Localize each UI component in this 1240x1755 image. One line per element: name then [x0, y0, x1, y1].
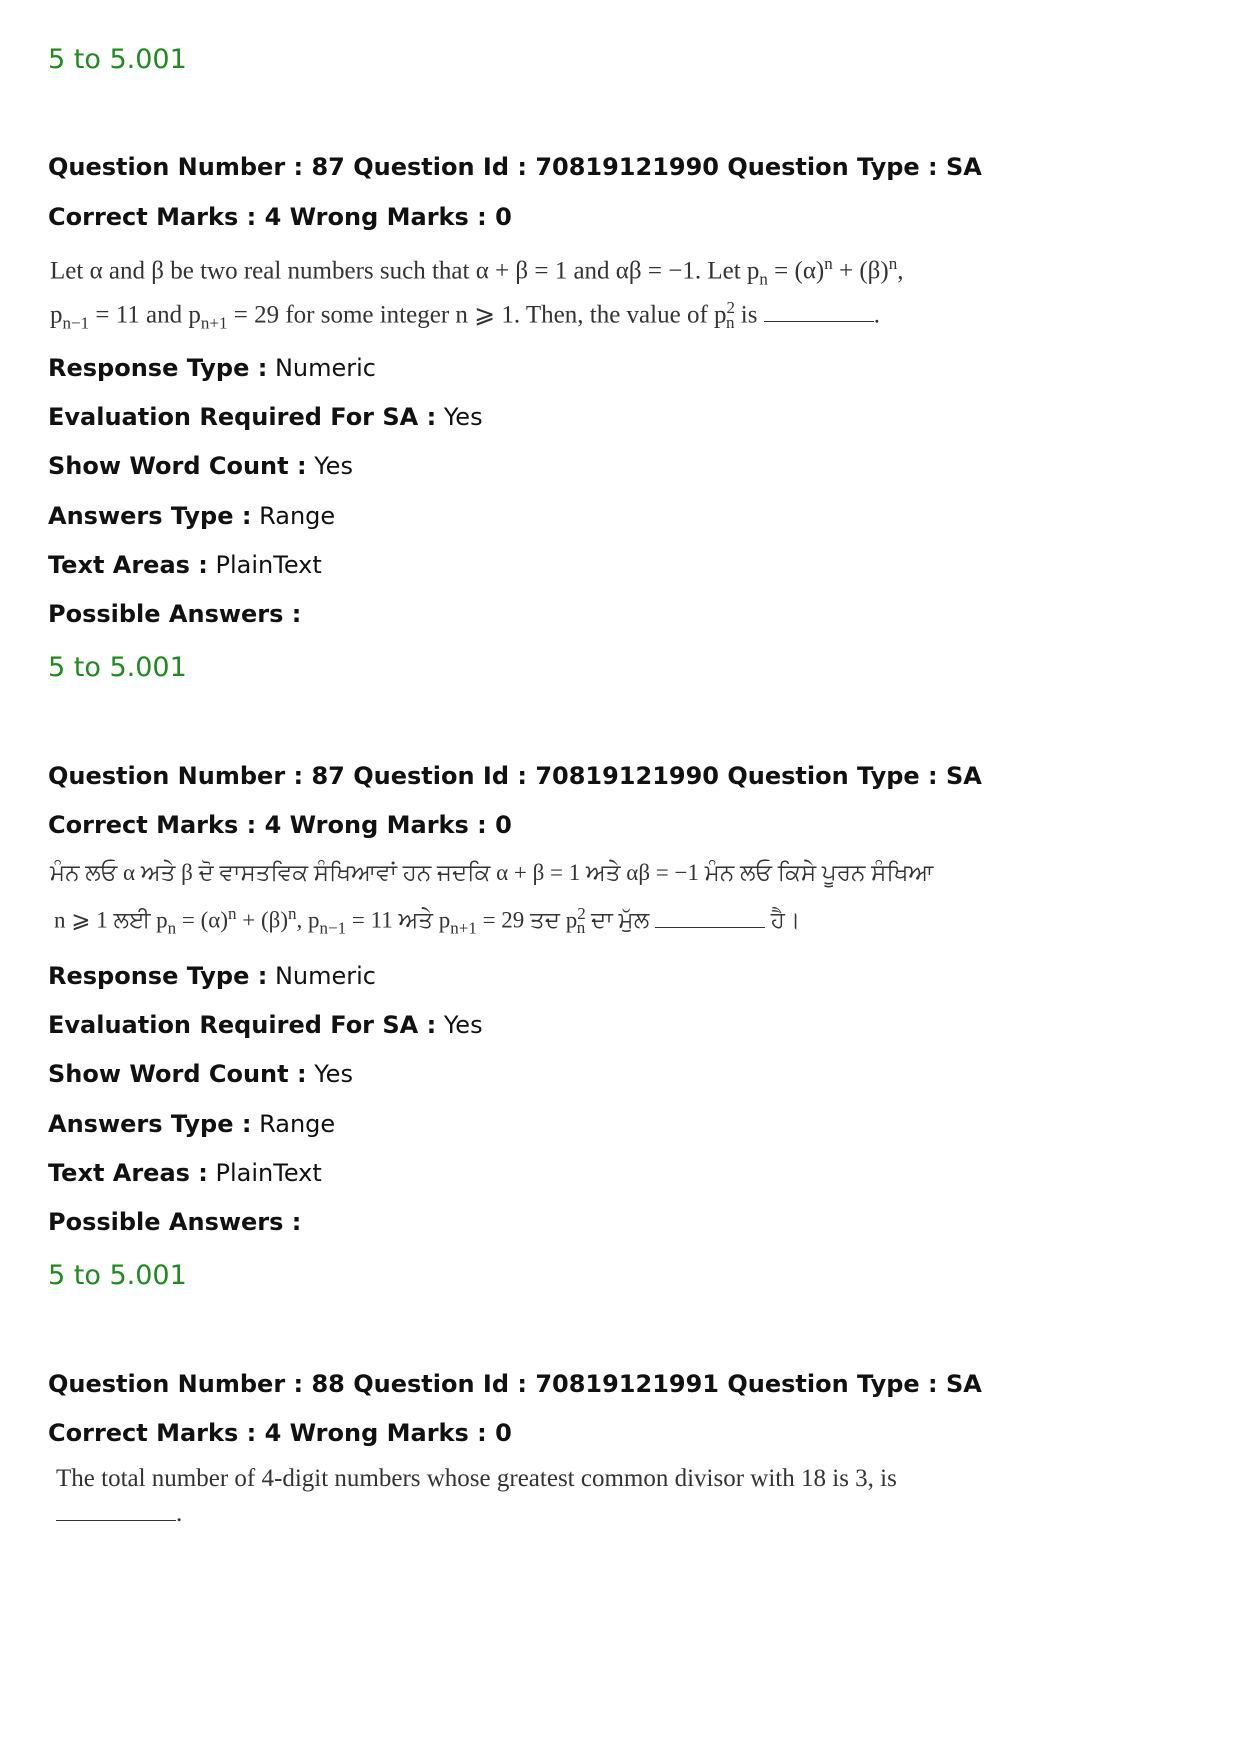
field-possible-answers: Possible Answers :: [48, 600, 302, 628]
field-text-areas: Text Areas : PlainText: [48, 551, 322, 579]
question-header: Question Number : 88 Question Id : 70819121991 Question Type : SA: [48, 1370, 982, 1398]
answer-blank: [655, 909, 765, 928]
field-possible-answers: Possible Answers :: [48, 1208, 302, 1236]
answer-blank: [764, 303, 874, 322]
question-marks: Correct Marks : 4 Wrong Marks : 0: [48, 1419, 512, 1447]
question-header: Question Number : 87 Question Id : 70819121990 Question Type : SA: [48, 153, 982, 181]
field-response-type: Response Type : Numeric: [48, 354, 376, 382]
possible-answer: 5 to 5.001: [48, 1260, 187, 1291]
possible-answer: 5 to 5.001: [48, 652, 187, 683]
question-text-line: The total number of 4-digit numbers whose greatest common divisor with 18 is 3, is: [56, 1465, 897, 1492]
answer-blank: [56, 1502, 176, 1521]
field-text-areas: Text Areas : PlainText: [48, 1159, 322, 1187]
field-show-word-count: Show Word Count : Yes: [48, 452, 353, 480]
field-evaluation-required: Evaluation Required For SA : Yes: [48, 1011, 483, 1039]
question-text-line: Let α and β be two real numbers such that α + β = 1 and αβ = −1. Let $p_n = (\alpha)^n + (\beta)^n$,: [50, 254, 904, 289]
possible-answer: 5 to 5.001: [48, 44, 187, 75]
question-text-line: ਮੰਨ ਲਓ α ਅਤੇ β ਦੋ ਵਾਸਤਵਿਕ ਸੰਖਿਆਵਾਂ ਹਨ ਜਦਕਿ α + β = 1 ਅਤੇ αβ = −1 ਮੰਨ ਲਓ ਕਿਸੇ ਪੂਰਨ ਸੰਖਿਆ: [50, 860, 934, 885]
field-answers-type: Answers Type : Range: [48, 502, 336, 530]
question-text-line: .: [56, 1500, 182, 1528]
question-text-line: n ⩾ 1 ਲਈ $p_n = (\alpha)^n + (\beta)^n$, $p_{n-1} = 11$ ਅਤੇ $p_{n+1} = 29$ ਤਦ $p^2_n$ ਦਾ ਮੁੱਲ ਹੈ।: [54, 904, 801, 938]
field-response-type: Response Type : Numeric: [48, 962, 376, 990]
field-answers-type: Answers Type : Range: [48, 1110, 336, 1138]
field-show-word-count: Show Word Count : Yes: [48, 1060, 353, 1088]
question-marks: Correct Marks : 4 Wrong Marks : 0: [48, 811, 512, 839]
question-text-line: $p_{n-1} = 11$ and $p_{n+1} = 29$ for some integer n ⩾ 1. Then, the value of $p^2_n$ is .: [50, 298, 880, 333]
question-marks: Correct Marks : 4 Wrong Marks : 0: [48, 203, 512, 231]
question-header: Question Number : 87 Question Id : 70819121990 Question Type : SA: [48, 762, 982, 790]
field-evaluation-required: Evaluation Required For SA : Yes: [48, 403, 483, 431]
